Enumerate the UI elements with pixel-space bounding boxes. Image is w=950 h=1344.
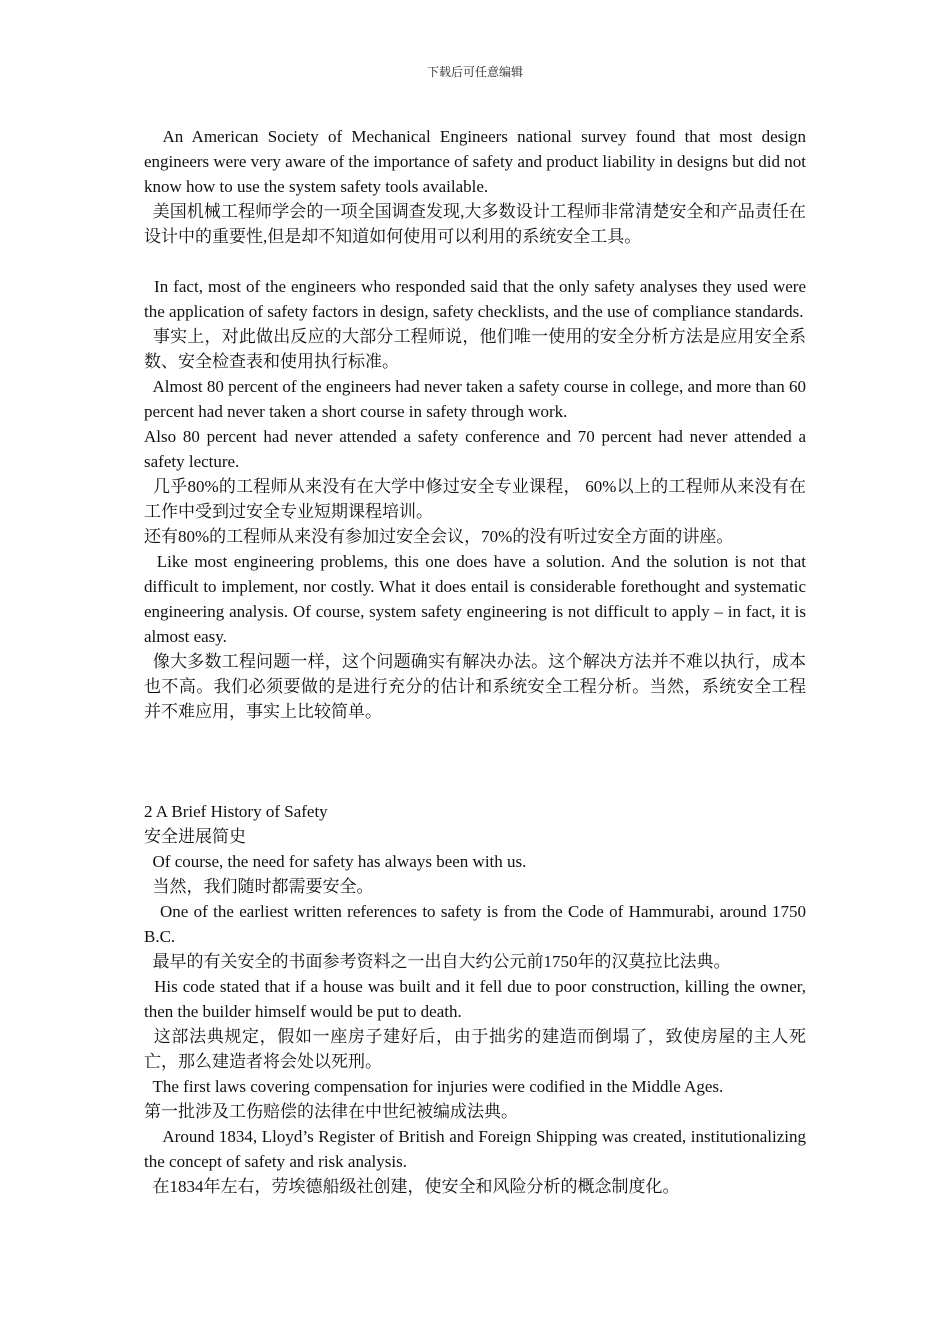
paragraph: 还有80%的工程师从来没有参加过安全会议，70%的没有听过安全方面的讲座。 [144,527,734,546]
paragraph: 事实上，对此做出反应的大部分工程师说，他们唯一使用的安全分析方法是应用安全系数、安全检查表和使用执行标准。 [144,327,806,371]
paragraph: 美国机械工程师学会的一项全国调查发现,大多数设计工程师非常清楚安全和产品责任在设计中的重要性,但是却不知道如何使用可以利用的系统安全工具。 [144,202,806,246]
paragraph: His code stated that if a house was built and it fell due to poor construction, killing the owner, then the builder himself would be put to death. [144,977,806,1021]
paragraph: Also 80 percent had never attended a safety conference and 70 percent had never attended a safety lecture. [144,427,806,471]
paragraph: 当然，我们随时都需要安全。 [144,877,374,896]
paragraph: Almost 80 percent of the engineers had never taken a safety course in college, and more than 60 percent had never taken a short course in safety through work. [144,377,806,421]
paragraph: The first laws covering compensation for injuries were codified in the Middle Ages. [144,1077,724,1096]
section-spacer [144,724,806,799]
paragraph: Of course, the need for safety has always been with us. [144,852,527,871]
paragraph: One of the earliest written references to safety is from the Code of Hammurabi, around 1750 B.C. [144,902,806,946]
paragraph: An American Society of Mechanical Engineers national survey found that most design engineers were very aware of the importance of safety and product liability in designs but did not know how to use the system safety tools available. [144,127,806,196]
document-body [144,124,806,1199]
paragraph: 像大多数工程问题一样，这个问题确实有解决办法。这个解决方法并不难以执行，成本也不高。我们必须要做的是进行充分的估计和系统安全工程分析。当然，系统安全工程并不难应用，事实上比较简单。 [144,652,806,721]
paragraph: 几乎80%的工程师从来没有在大学中修过安全专业课程， 60%以上的工程师从来没有在工作中受到过安全专业短期课程培训。 [144,477,806,521]
page-header: 下载后可任意编辑 [426,65,523,79]
paragraph: 安全进展简史 [144,827,246,846]
paragraph: 这部法典规定，假如一座房子建好后，由于拙劣的建造而倒塌了，致使房屋的主人死亡，那么建造者将会处以死刑。 [144,1027,806,1071]
paragraph: 最早的有关安全的书面参考资料之一出自大约公元前1750年的汉莫拉比法典。 [144,952,731,971]
paragraph: 在1834年左右，劳埃德船级社创建，使安全和风险分析的概念制度化。 [144,1177,680,1196]
paragraph: 第一批涉及工伤赔偿的法律在中世纪被编成法典。 [144,1102,518,1121]
paragraph: 2 A Brief History of Safety [144,802,328,821]
paragraph: In fact, most of the engineers who responded said that the only safety analyses they used were the application of safety factors in design, safety checklists, and the use of compliance standards. [144,277,806,321]
paragraph-spacer [144,249,806,274]
paragraph: Around 1834, Lloyd’s Register of British and Foreign Shipping was created, institutionalizing the concept of safety and risk analysis. [144,1127,806,1171]
paragraph: Like most engineering problems, this one does have a solution. And the solution is not that difficult to implement, nor costly. What it does entail is considerable forethought and systematic engineering analysis. Of course, system safety engineering is not difficult to apply – in fact, it is almost easy. [144,552,806,646]
